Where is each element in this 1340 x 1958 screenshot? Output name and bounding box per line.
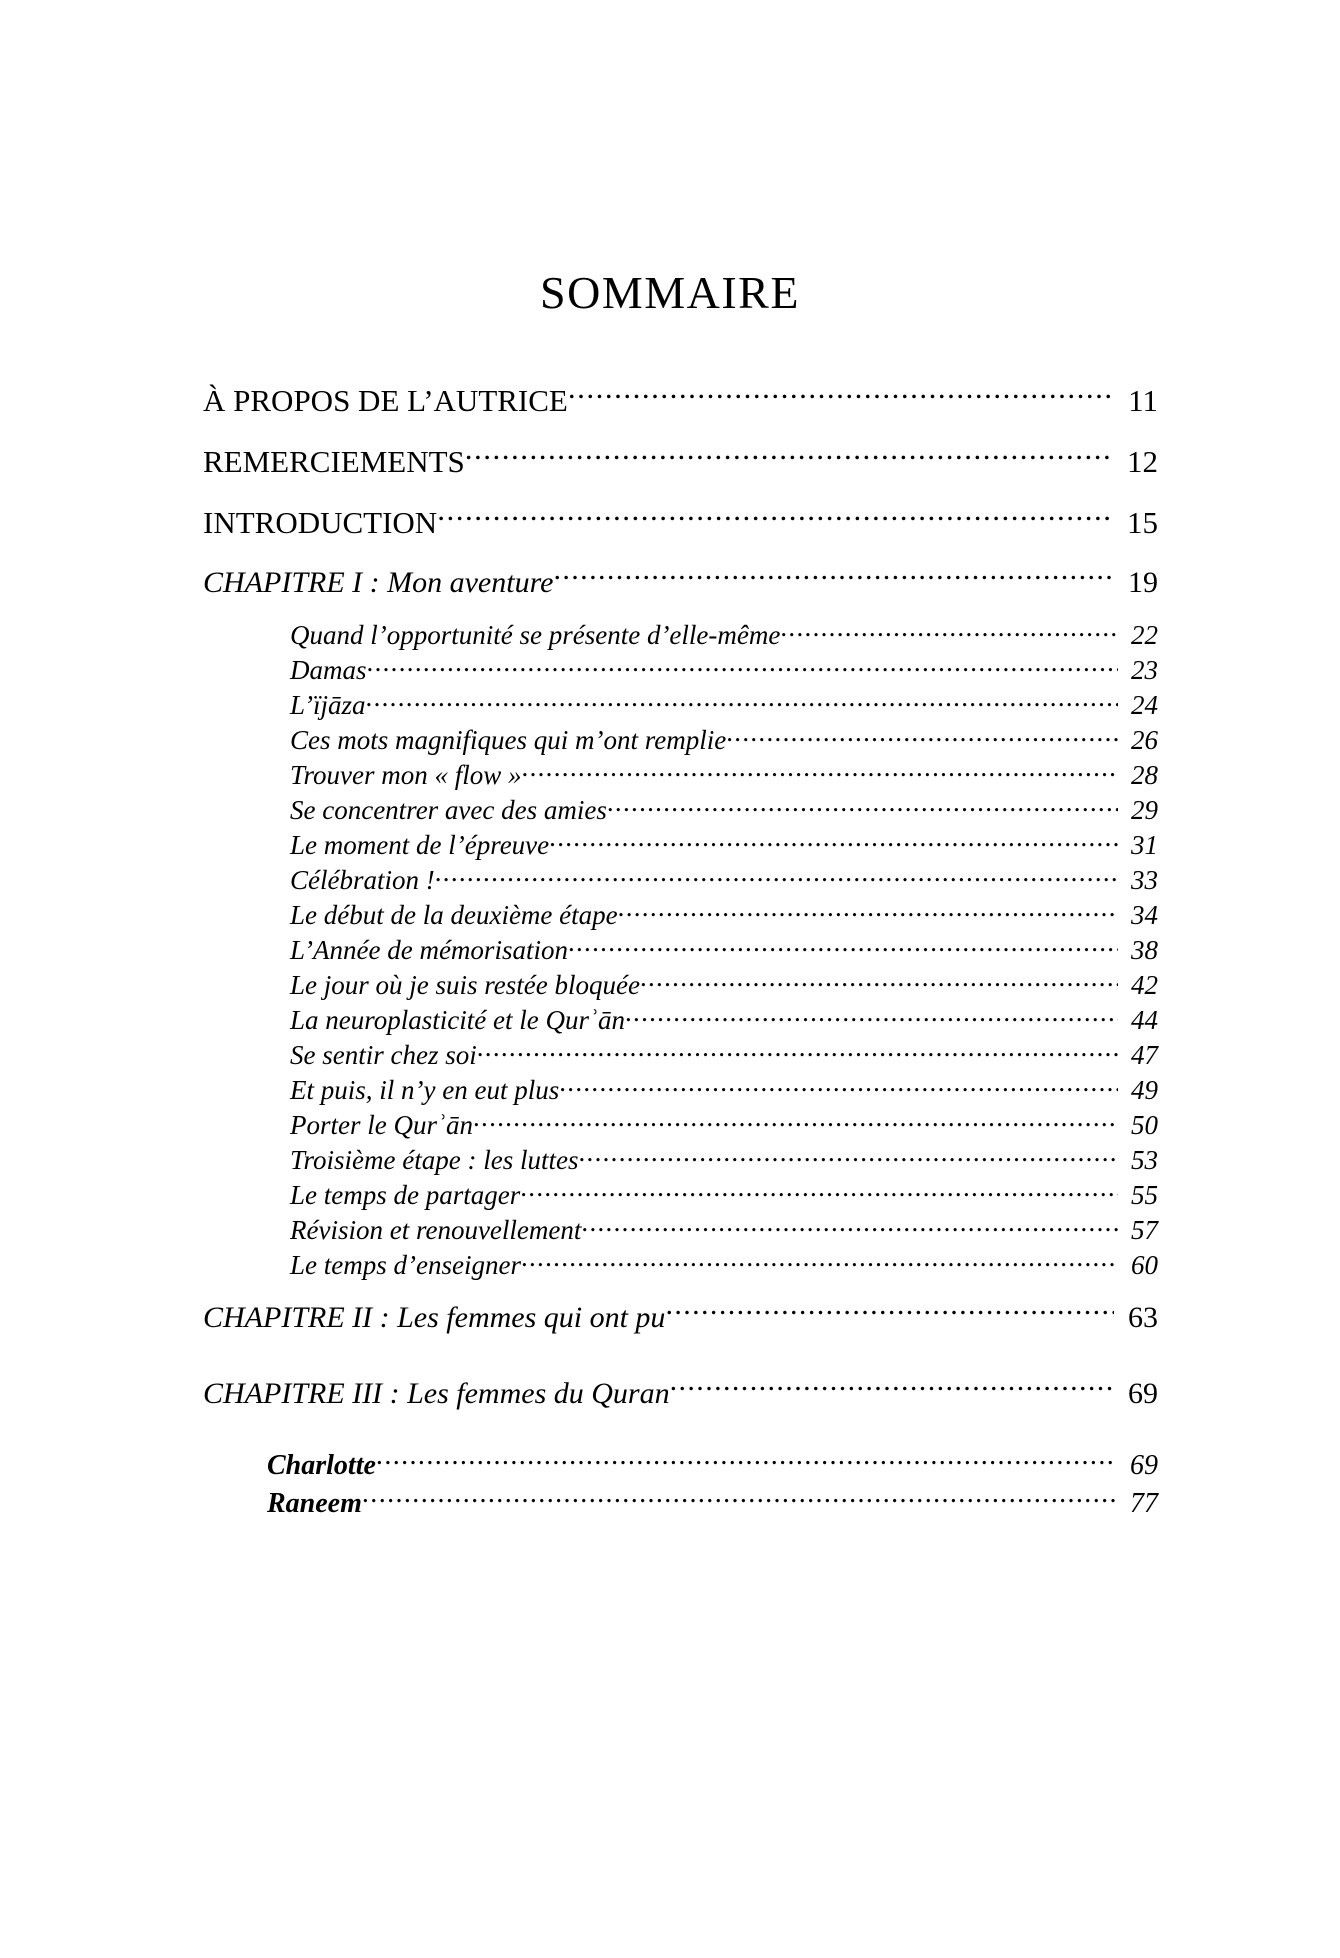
toc-entry-label: INTRODUCTION	[203, 505, 438, 540]
dot-leader	[670, 1373, 1114, 1403]
toc-entry-label: CHAPITRE II : Les femmes qui ont pu	[203, 1301, 666, 1334]
toc-entry-page-number: 19	[1128, 566, 1158, 599]
dot-leader	[607, 792, 1118, 819]
toc-subentry-label: Le moment de l’épreuve	[290, 830, 550, 860]
dot-leader	[477, 1037, 1118, 1064]
toc-subentry-lijaza[interactable]	[290, 687, 1158, 722]
dot-leader	[665, 1297, 1114, 1327]
toc-subentry-label: Se concentrer avec des amies	[290, 795, 607, 825]
toc-entry-page-number: 69	[1128, 1377, 1158, 1410]
dot-leader	[553, 562, 1114, 592]
toc-entry-chapitre-i[interactable]	[203, 561, 1158, 605]
toc-subentry-label: Troisième étape : les luttes	[290, 1145, 579, 1175]
toc-subentry-label: Célébration !	[290, 865, 435, 895]
dot-leader	[549, 827, 1118, 854]
spacer	[203, 1352, 1158, 1372]
toc-subentry-trouver-mon-flow[interactable]	[290, 757, 1158, 792]
toc-subentry-charlotte[interactable]	[267, 1446, 1158, 1484]
toc-subentry-page-number: 33	[1131, 865, 1158, 895]
toc-subentry-label: La neuroplasticité et le Qurʾān	[290, 1005, 625, 1035]
toc-subentry-label: Trouver mon « flow »	[290, 760, 522, 790]
toc-entry-page-number: 11	[1128, 383, 1158, 418]
dot-leader	[437, 502, 1114, 533]
toc-subentry-page-number: 60	[1131, 1250, 1158, 1280]
dot-leader	[520, 1177, 1118, 1204]
toc-subentry-label: Et puis, il n’y en eut plus	[290, 1075, 560, 1105]
toc-entry-label: CHAPITRE I : Mon aventure	[203, 566, 554, 599]
dot-leader	[559, 1072, 1118, 1099]
chapter-1-section-list	[290, 617, 1158, 1282]
toc-subentry-page-number: 38	[1131, 935, 1158, 965]
dot-leader	[521, 1247, 1118, 1274]
page-title: SOMMAIRE	[540, 267, 800, 318]
toc-subentry-label: Porter le Qurʾān	[290, 1110, 473, 1140]
dot-leader	[618, 897, 1118, 924]
toc-subentry-revision-et-renouvellement[interactable]	[290, 1212, 1158, 1247]
toc-subentry-le-moment-de-lepreuve[interactable]	[290, 827, 1158, 862]
toc-subentry-label: Le début de la deuxième étape	[290, 900, 618, 930]
dot-leader	[568, 380, 1114, 411]
toc-subentry-label: Le temps de partager	[290, 1180, 521, 1210]
toc-subentry-page-number: 31	[1131, 830, 1158, 860]
toc-subentry-raneem[interactable]	[267, 1484, 1158, 1522]
toc-entry-label: REMERCIEMENTS	[203, 444, 465, 479]
dot-leader	[473, 1107, 1118, 1134]
toc-subentry-damas[interactable]	[290, 652, 1158, 687]
dot-leader	[435, 862, 1118, 889]
toc-subentry-se-concentrer-avec-des-amies[interactable]	[290, 792, 1158, 827]
toc-subentry-page-number: 49	[1131, 1075, 1158, 1105]
dot-leader	[366, 687, 1118, 714]
toc-subentry-label: Le jour où je suis restée bloquée	[290, 970, 640, 1000]
chapter-3-section-list	[267, 1446, 1158, 1522]
toc-subentry-porter-le-quran[interactable]	[290, 1107, 1158, 1142]
toc-subentry-page-number: 23	[1131, 655, 1158, 685]
toc-subentry-le-debut-de-la-deuxieme-etape[interactable]	[290, 897, 1158, 932]
toc-subentry-page-number: 77	[1130, 1488, 1158, 1519]
toc-subentry-label: Damas	[290, 655, 367, 685]
toc-entry-a-propos-de-lautrice[interactable]	[203, 378, 1158, 424]
toc-subentry-page-number: 57	[1131, 1215, 1158, 1245]
toc-subentry-page-number: 29	[1131, 795, 1158, 825]
toc-subentry-label: Quand l’opportunité se présente d’elle-même	[290, 620, 781, 650]
toc-subentry-page-number: 53	[1131, 1145, 1158, 1175]
toc-subentry-label: Raneem	[267, 1488, 362, 1519]
toc-subentry-celebration[interactable]	[290, 862, 1158, 897]
toc-subentry-quand-lopportunite[interactable]	[290, 617, 1158, 652]
toc-subentry-se-sentir-chez-soi[interactable]	[290, 1037, 1158, 1072]
dot-leader	[367, 652, 1118, 679]
dot-leader	[522, 757, 1118, 784]
toc-subentry-label: Ces mots magnifiques qui m’ont remplie	[290, 725, 727, 755]
toc-entry-remerciements[interactable]	[203, 439, 1158, 485]
toc-entry-chapitre-ii[interactable]	[203, 1296, 1158, 1340]
toc-subentry-le-temps-de-partager[interactable]	[290, 1177, 1158, 1212]
dot-leader	[581, 1212, 1118, 1239]
dot-leader	[578, 1142, 1118, 1169]
toc-subentry-page-number: 55	[1131, 1180, 1158, 1210]
dot-leader	[465, 441, 1114, 472]
toc-subentry-page-number: 50	[1131, 1110, 1158, 1140]
toc-subentry-label: L’Année de mémorisation	[290, 935, 568, 965]
toc-subentry-page-number: 44	[1131, 1005, 1158, 1035]
toc-subentry-le-jour-ou-je-suis-restee-bloquee[interactable]	[290, 967, 1158, 1002]
toc-subentry-page-number: 34	[1131, 900, 1158, 930]
toc-subentry-et-puis-il-ny-en-eut-plus[interactable]	[290, 1072, 1158, 1107]
toc-subentry-page-number: 28	[1131, 760, 1158, 790]
toc-entry-page-number: 12	[1127, 444, 1158, 479]
toc-subentry-page-number: 22	[1131, 620, 1158, 650]
toc-subentry-label: Révision et renouvellement	[290, 1215, 582, 1245]
toc-subentry-le-temps-denseigner[interactable]	[290, 1247, 1158, 1282]
toc-subentry-page-number: 42	[1131, 970, 1158, 1000]
dot-leader	[726, 722, 1118, 749]
dot-leader	[780, 617, 1118, 644]
toc-subentry-label: Charlotte	[267, 1450, 376, 1481]
toc-subentry-label: Se sentir chez soi	[290, 1040, 477, 1070]
dot-leader	[625, 1002, 1118, 1029]
toc-subentry-page-number: 69	[1130, 1450, 1158, 1481]
toc-subentry-lannee-de-memorisation[interactable]	[290, 932, 1158, 967]
toc-subentry-label: L’ïjāza	[290, 690, 366, 720]
toc-subentry-page-number: 47	[1131, 1040, 1158, 1070]
toc-subentry-label: Le temps d’enseigner	[290, 1250, 521, 1280]
toc-subentry-ces-mots-magnifiques[interactable]	[290, 722, 1158, 757]
toc-subentry-page-number: 26	[1131, 725, 1158, 755]
dot-leader	[568, 932, 1118, 959]
toc-entry-chapitre-iii[interactable]	[203, 1372, 1158, 1416]
dot-leader	[362, 1484, 1116, 1512]
toc-subentry-la-neuroplasticite-et-le-quran[interactable]	[290, 1002, 1158, 1037]
toc-entry-label: À PROPOS DE L’AUTRICE	[203, 383, 568, 418]
table-of-contents	[203, 378, 1158, 1522]
dot-leader	[376, 1446, 1116, 1474]
toc-subentry-page-number: 24	[1131, 690, 1158, 720]
toc-entry-page-number: 63	[1128, 1301, 1158, 1334]
dot-leader	[640, 967, 1118, 994]
toc-entry-label: CHAPITRE III : Les femmes du Quran	[203, 1377, 670, 1410]
toc-entry-page-number: 15	[1127, 505, 1158, 540]
toc-entry-introduction[interactable]	[203, 500, 1158, 546]
toc-subentry-troisieme-etape-les-luttes[interactable]	[290, 1142, 1158, 1177]
